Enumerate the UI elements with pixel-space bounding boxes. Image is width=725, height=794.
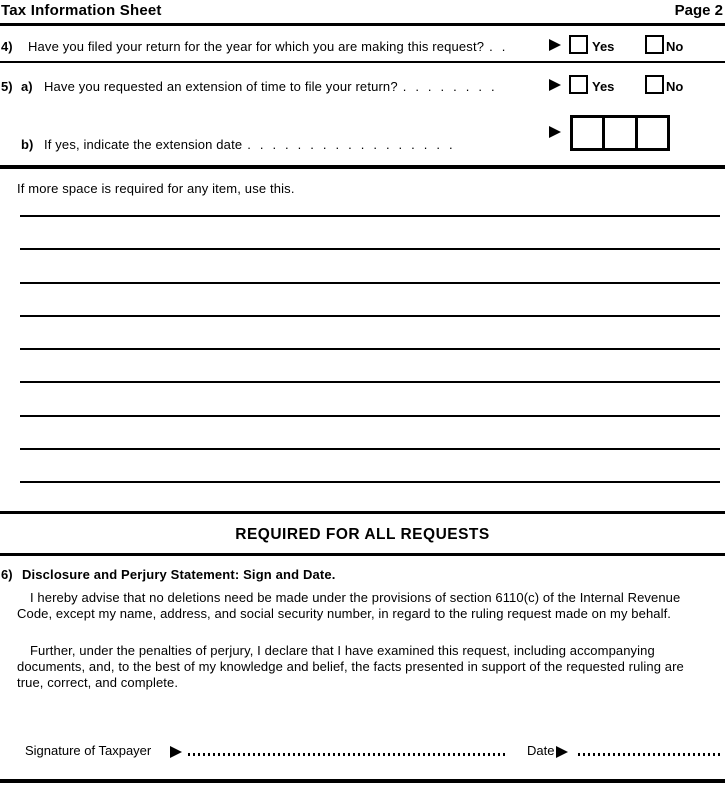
blank-line[interactable]	[20, 415, 720, 417]
header-divider	[0, 23, 725, 26]
extension-date-cell-1[interactable]	[573, 118, 602, 148]
item-5b-letter: b)	[21, 137, 34, 152]
arrow-icon	[170, 746, 182, 758]
q5a-no-checkbox[interactable]	[645, 75, 664, 94]
dot-leader: ..	[489, 39, 515, 54]
dot-leader: ........	[402, 79, 504, 94]
more-space-instruction: If more space is required for any item, use this.	[17, 181, 295, 196]
arrow-icon	[549, 39, 561, 51]
blank-line[interactable]	[20, 215, 720, 217]
dot-leader: .................	[247, 137, 462, 152]
extension-date-cell-2[interactable]	[602, 118, 634, 148]
item-5a-letter: a)	[21, 79, 33, 94]
blank-line[interactable]	[20, 481, 720, 483]
arrow-icon	[549, 79, 561, 91]
q4-yes-checkbox[interactable]	[569, 35, 588, 54]
signature-label: Signature of Taxpayer	[25, 743, 152, 758]
banner-top-divider	[0, 511, 725, 514]
page-number: Page 2	[674, 2, 723, 19]
item-4-question: Have you filed your return for the year for which you are making this request? ..	[28, 39, 515, 54]
section-divider	[0, 165, 725, 169]
arrow-icon	[556, 746, 568, 758]
blank-write-in-lines[interactable]	[20, 215, 720, 485]
q4-yes-label: Yes	[592, 39, 615, 54]
blank-line[interactable]	[20, 448, 720, 450]
arrow-icon	[549, 126, 561, 138]
blank-line[interactable]	[20, 282, 720, 284]
item-4-number: 4)	[1, 39, 13, 54]
perjury-paragraph-1: I hereby advise that no deletions need be made under the provisions of section 6110(c) of the Internal Revenue Code, except my name, address, and social security number, in regard to the ruling request made on my behalf.	[17, 590, 681, 621]
page-title: Tax Information Sheet	[1, 2, 162, 19]
blank-line[interactable]	[20, 348, 720, 350]
perjury-paragraph-2: Further, under the penalties of perjury, I declare that I have examined this request, including accompanying documents, and, to the best of my knowledge and belief, the facts presented in support of the requested ruling are true, correct, and complete.	[17, 643, 684, 690]
row-divider	[0, 61, 725, 63]
item-5b-question: If yes, indicate the extension date .................	[44, 137, 462, 152]
signature-line[interactable]	[188, 753, 505, 756]
q4-no-checkbox[interactable]	[645, 35, 664, 54]
item-5a-question: Have you requested an extension of time to file your return? ........	[44, 79, 504, 94]
item-6-heading: Disclosure and Perjury Statement: Sign and Date.	[22, 567, 336, 582]
extension-date-boxes	[570, 115, 670, 151]
item-5-number: 5)	[1, 79, 13, 94]
date-line[interactable]	[578, 753, 723, 756]
blank-line[interactable]	[20, 248, 720, 250]
q5a-yes-checkbox[interactable]	[569, 75, 588, 94]
q5a-yes-label: Yes	[592, 79, 615, 94]
item-6-number: 6)	[1, 567, 13, 582]
required-banner: REQUIRED FOR ALL REQUESTS	[235, 526, 490, 543]
page-bottom-divider	[0, 779, 725, 783]
q4-no-label: No	[666, 39, 684, 54]
blank-line[interactable]	[20, 315, 720, 317]
blank-line[interactable]	[20, 381, 720, 383]
banner-bottom-divider	[0, 553, 725, 556]
date-label: Date	[527, 743, 555, 758]
extension-date-cell-3[interactable]	[635, 118, 667, 148]
q5a-no-label: No	[666, 79, 684, 94]
